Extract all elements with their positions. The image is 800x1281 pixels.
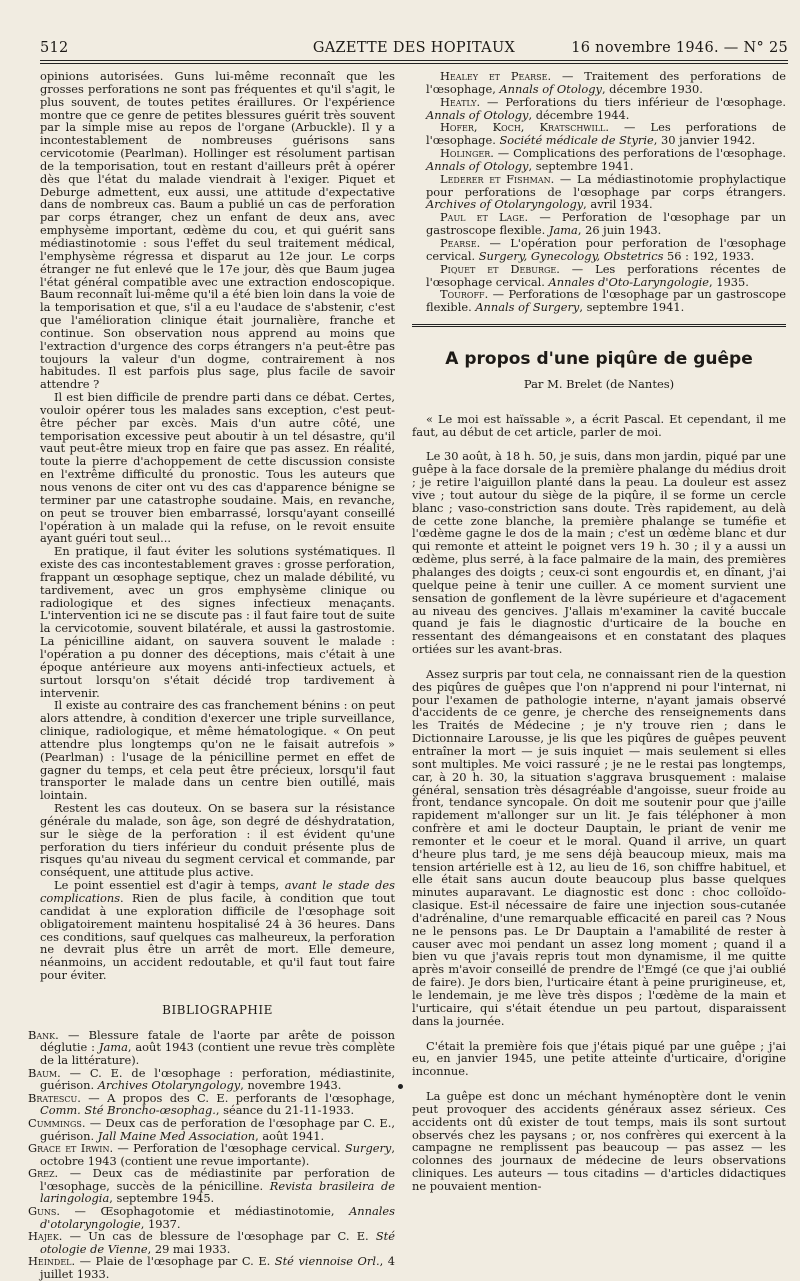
reference-journal: Jama bbox=[548, 223, 578, 238]
journal-title: GAZETTE DES HOPITAUX bbox=[312, 40, 516, 56]
reference-journal: Annales d'otolaryngologie bbox=[40, 1204, 395, 1231]
reference-journal: Sté otologie de Vienne bbox=[40, 1229, 395, 1256]
reference-journal: Archives of Otolaryngology bbox=[426, 197, 584, 212]
text-run: . Rien de plus facile, à condition que tout candidat à une exploration difficile de l'œsophage soit obligatoirement maintenu hospitalisé 24 à 36 heures. Dans ces conditions, sauf quelques cas malheureux, la perforation ne devrait plus être un arrêt de mort. Elle demeure, néanmoins, un accident redoutable, et qu'il faut tout faire pour éviter. bbox=[40, 891, 395, 983]
reference-entry bbox=[412, 70, 786, 96]
reference-journal: Annals of Otology bbox=[426, 107, 529, 122]
right-column bbox=[412, 70, 786, 1193]
reference-text: — Les perforations de l'œsophage. bbox=[426, 120, 786, 148]
reference-details: , 4 juillet 1933. bbox=[40, 1254, 395, 1281]
reference-entry bbox=[412, 147, 786, 173]
reference-author: Guns. bbox=[28, 1204, 60, 1219]
paragraph bbox=[40, 879, 395, 982]
reference-author: Bratescu. bbox=[28, 1090, 81, 1105]
reference-journal: Jama bbox=[98, 1040, 128, 1055]
reference-entry bbox=[412, 96, 786, 122]
paragraph: « Le moi est haïssable », a écrit Pascal. Et cependant, il me faut, au début de cet article, parler de moi. bbox=[412, 411, 786, 439]
reference-author: Pearse. bbox=[440, 235, 481, 250]
reference-entry bbox=[412, 237, 786, 263]
reference-journal: Annales d'Oto-Laryngologie bbox=[548, 274, 709, 289]
reference-author: Baum. bbox=[28, 1065, 61, 1080]
reference-author: Holinger. bbox=[440, 146, 494, 161]
reference-text: — Œsophagotomie et médiastinotomie, bbox=[59, 1204, 350, 1219]
reference-details: , novembre 1943. bbox=[240, 1078, 342, 1093]
reference-text: — Deux cas de médiastinite par perforation de l'œsophage, succès de la pénicilline. bbox=[40, 1166, 395, 1193]
reference-details: , séance du 21-11-1933. bbox=[215, 1103, 355, 1118]
reference-author: Grez. bbox=[28, 1166, 59, 1181]
header-rule-thin bbox=[40, 63, 788, 64]
reference-entry bbox=[28, 1229, 395, 1256]
reference-details: 56 : 192, 1933. bbox=[663, 248, 755, 263]
reference-author: Grace et Irwin. bbox=[28, 1141, 114, 1156]
reference-entry bbox=[412, 288, 786, 314]
reference-details: , 26 juin 1943. bbox=[577, 223, 662, 238]
ornament-dot bbox=[398, 1084, 403, 1089]
reference-details: , septembre 1945. bbox=[109, 1191, 215, 1206]
reference-details: , 29 mai 1933. bbox=[147, 1241, 231, 1256]
page-number: 512 bbox=[40, 40, 69, 56]
reference-entry bbox=[28, 1115, 395, 1143]
reference-text: — Deux cas de perforation de l'œsophage par C. E., guérison. bbox=[40, 1115, 395, 1143]
issue-date: 16 novembre 1946. — N° 25 bbox=[571, 40, 788, 56]
reference-entry bbox=[412, 173, 786, 212]
reference-journal: Archives Otolaryngology bbox=[97, 1078, 241, 1093]
header-rule bbox=[40, 60, 788, 61]
paragraph: C'était la première fois que j'étais piqué par une guêpe ; j'ai eu, en janvier 1945, une petite atteinte d'urticaire, d'origine inconnue. bbox=[412, 1038, 786, 1079]
reference-journal: Comm. Sté Broncho-œsophag. bbox=[40, 1103, 216, 1118]
reference-journal: Société médicale de Styrie bbox=[499, 133, 654, 148]
reference-text: — Complications des perforations de l'œsophage. bbox=[493, 146, 786, 161]
reference-author: Heindel. bbox=[28, 1254, 76, 1269]
reference-entry bbox=[412, 121, 786, 147]
reference-text: — Blessure fatale de l'aorte par arête de poisson déglutie : bbox=[40, 1027, 395, 1055]
reference-journal: Revista brasileira de laringologia bbox=[40, 1178, 395, 1206]
reference-author: Hajek. bbox=[28, 1229, 63, 1244]
reference-details: , 1937. bbox=[140, 1216, 181, 1231]
reference-author: Piquet et Deburge. bbox=[440, 261, 560, 276]
reference-text: — Traitement des perforations de l'œsophage, bbox=[426, 69, 786, 96]
reference-author: Hofer, Koch, Kratschwill. bbox=[440, 120, 609, 135]
text-run: Le point essentiel est d'agir à temps, bbox=[54, 878, 285, 893]
reference-text: — Perforations du tiers inférieur de l'œsophage. bbox=[480, 94, 786, 109]
reference-journal: Annals of Otology bbox=[499, 81, 602, 96]
reference-text: — A propos des C. E. perforants de l'œsophage, bbox=[80, 1090, 395, 1105]
reference-entry bbox=[28, 1090, 395, 1118]
bibliography-continued bbox=[412, 70, 786, 314]
reference-text: — Perforation de l'œsophage par un gastroscope flexible. bbox=[426, 210, 786, 238]
paragraph: Il est bien difficile de prendre parti dans ce débat. Certes, vouloir opérer tous les malades sans exception, c'est peut-être pécher par excès. Mais d'un autre côté, une temporisation excessive peut aboutir à un tel désastre, qu'il vaut peut-être mieux trop en faire que pas assez. En réalité, toute la pierre d'achoppement de cette discussion consiste en l'extrême difficulté du pronostic. Tous les auteurs que nous venons de citer ont vu des cas d'apparence bénigne se terminer par une catastrophe soudaine. Mais, en revanche, on peut se trouver bien embarrassé, lorsqu'ayant conseillé l'opération à un malade qui la refuse, on le revoit ensuite ayant guéri tout seul... bbox=[40, 390, 395, 546]
reference-details: , septembre 1941. bbox=[528, 158, 634, 173]
reference-details: , décembre 1944. bbox=[528, 107, 630, 122]
reference-details: , décembre 1930. bbox=[601, 81, 703, 96]
reference-author: Lederer et Fishman. bbox=[440, 171, 555, 186]
reference-details: , 1935. bbox=[709, 274, 749, 289]
reference-author: Paul et Lage. bbox=[440, 210, 529, 225]
reference-entry bbox=[28, 1254, 395, 1281]
paragraph: Il existe au contraire des cas franchement bénins : on peut alors attendre, à condition d'exercer une triple surveillance, clinique, radiologique, et même hématologique. « On peut attendre plus longtemps qu'on ne le faisait autrefois » (Pearlman) : l'usage de la pénicilline permet en effet de gagner du temps, et cela peut être précieux, lorsqu'il faut transporter le malade dans un centre bien outillé, mais lointain. bbox=[40, 698, 395, 803]
article-byline: Par M. Brelet (de Nantes) bbox=[523, 376, 675, 391]
reference-entry bbox=[28, 1204, 395, 1231]
bibliography-list bbox=[28, 1027, 395, 1281]
reference-author: Bank. bbox=[28, 1027, 59, 1042]
emphasis: avant le stade des complications bbox=[40, 878, 395, 905]
article-separator bbox=[412, 324, 786, 327]
reference-text: — La médiastinotomie prophylactique pour perforations de l'œsophage par corps étrangers. bbox=[426, 171, 786, 199]
reference-journal: Annals of Otology bbox=[426, 158, 529, 173]
reference-details: , août 1943 (contient une revue très complète de la littérature). bbox=[40, 1040, 395, 1067]
left-column bbox=[28, 69, 395, 1281]
reference-details: , août 1941. bbox=[255, 1128, 325, 1143]
reference-entry bbox=[28, 1065, 395, 1093]
reference-author: Heatly. bbox=[440, 94, 481, 109]
reference-text: — Perforation de l'œsophage cervical. bbox=[113, 1141, 345, 1156]
reference-journal: Jall Maine Med Association bbox=[97, 1128, 256, 1143]
reference-details: , 30 janvier 1942. bbox=[653, 133, 756, 148]
reference-details: , octobre 1943 (contient une revue importante). bbox=[40, 1141, 395, 1168]
paragraph: En pratique, il faut éviter les solutions systématiques. Il existe des cas incontestablement graves : grosse perforation, frappant un œsophage septique, chez un malade débilité, vu tardivement, avec un gros emphysème clinique ou radiologique et des signes infectieux menaçants. L'intervention ici ne se discute pas : il faut faire tout de suite la cervicotomie, souvent bilatérale, et aussi la gastrostomie. La pénicilline aidant, on sauvera souvent le malade : l'opération a pu donner des déceptions, mais c'était à une époque antérieure aux moyens anti-infectieux actuels, et surtout lorsqu'on s'était décidé trop tardivement à intervenir. bbox=[40, 544, 395, 700]
reference-entry bbox=[28, 1027, 395, 1067]
reference-journal: Surgery bbox=[344, 1141, 392, 1156]
bibliography-heading: BIBLIOGRAPHIE bbox=[162, 1002, 273, 1017]
reference-journal: Surgery, Gynecology, Obstetrics bbox=[478, 248, 664, 263]
reference-journal: Sté viennoise Orl. bbox=[274, 1254, 380, 1269]
reference-text: — Plaie de l'œsophage par C. E. bbox=[75, 1254, 275, 1269]
article-title: A propos d'une piqûre de guêpe bbox=[445, 349, 753, 370]
reference-details: , avril 1934. bbox=[583, 197, 653, 212]
reference-author: Cummings. bbox=[28, 1115, 86, 1130]
paragraph: opinions autorisées. Guns lui-même reconnaît que les grosses perforations ne sont pas fréquentes et qu'il s'agit, le plus souvent, de toutes petites éraillures. Or l'expérience montre que ce genre de petites blessures guérit très souvent par la simple mise au repos de l'organe (Arbuckle). Il y a incontestablement de nombreuses guérisons sans cervicotomie (Pearlman). Hollinger est résolument partisan de la temporisation, tout en restant d'ailleurs prêt à opérer dès que l'état du malade viendrait à l'exiger. Piquet et Deburge admettent, eux aussi, une attitude d'expectative dans de nombreux cas. Baum a publié un cas de perforation par corps étranger, chez un enfant de deux ans, avec emphysème important, œdème du cou, et qui guérit sans médiastinotomie : sous l'effet du seul traitement médical, l'emphysème régressa et disparut au 12e jour. Le corps étranger ne fut enlevé que le 17e jour, dès que Baum jugea l'état général compatible avec une extraction endoscopique. Baum reconnaît lui-même qu'il a été bien loin dans la voie de la temporisation et que, s'il a eu l'audace de s'abstenir, c'est que l'amélioration clinique était journalière, franche et continue. Son observation nous apprend au moins que l'extraction d'urgence des corps étrangers n'a peut-être pas toujours la valeur d'un dogme, contrairement à nos habitudes. Il est parfois plus sage, plus facile de savoir attendre ? bbox=[40, 69, 395, 392]
paragraph: Le 30 août, à 18 h. 50, je suis, dans mon jardin, piqué par une guêpe à la face dorsale de la première phalange du médius droit ; je retire l'aiguillon planté dans la peau. La douleur est assez vive ; tout autour du siège de la piqûre, il se forme un cercle blanc ; vaso-constriction sans doute. Très rapidement, au delà de cette zone blanche, la première phalange se tuméfie et l'œdème gagne le dos de la main ; c'est un œdème blanc et dur qui remonte et atteint le poignet vers 19 h. 30 ; il y a aussi un œdème, plus serré, à la face palmaire de la main, des premières phalanges des doigts ; ceux-ci sont engourdis et, en dînant, j'ai quelque peine à tenir une cuiller. A ce moment survient une sensation de gonflement de la lèvre supérieure et d'agacement au niveau des gencives. J'allais m'examiner la cavité buccale quand je fais le diagnostic d'urticaire de la bouche en ressentant des démangeaisons et en constatant des plaques ortiées sur les avant-bras. bbox=[412, 449, 786, 657]
reference-text: — Un cas de blessure de l'œsophage par C. E. bbox=[62, 1229, 376, 1244]
reference-author: Touroff. bbox=[440, 287, 489, 302]
paragraph: Restent les cas douteux. On se basera sur la résistance générale du malade, son âge, son degré de déshydratation, sur le siège de la perforation : il est évident qu'une perforation du tiers inférieur du conduit présente plus de risques qu'au niveau du segment cervical et commande, par conséquent, une attitude plus active. bbox=[40, 801, 395, 880]
reference-text: — Perforations de l'œsophage par un gastroscope flexible. bbox=[426, 287, 786, 315]
paragraph: La guêpe est donc un méchant hyménoptère dont le venin peut provoquer des accidents généraux assez sérieux. Ces accidents ont dû exister de tout temps, mais ils sont surtout observés chez les paysans ; or, nos confrères qui exercent à la campagne ne remplissent pas beaucoup — pas assez — les colonnes des journaux de médecine de leurs observations cliniques. Les auteurs — tous citadins — d'articles didactiques ne pouvaient mention- bbox=[412, 1089, 786, 1193]
reference-entry bbox=[28, 1166, 395, 1206]
reference-details: , septembre 1941. bbox=[579, 300, 685, 315]
reference-entry bbox=[412, 211, 786, 237]
reference-journal: Annals of Surgery bbox=[475, 300, 580, 315]
reference-author: Healey et Pearse. bbox=[440, 69, 552, 83]
reference-text: — C. E. de l'œsophage : perforation, médiastinite, guérison. bbox=[40, 1065, 395, 1093]
paragraph: Assez surpris par tout cela, ne connaissant rien de la question des piqûres de guêpes que l'on n'apprend ni pour l'internat, ni pour l'examen de pathologie interne, n'ayant jamais observé d'accidents de ce genre, je cherche des renseignements dans les Traités de Médecine ; je n'y trouve rien ; dans le Dictionnaire Larousse, je lis que les piqûres de guêpes peuvent entraîner la mort — je suis inquiet — mais seulement si elles sont multiples. Me voici rassuré ; je ne le restai pas longtemps, car, à 20 h. 30, la situation s'aggrava brusquement : malaise général, sensation très désagréable d'angoisse, sueur froide au front, tendance syncopale. On doit me soutenir pour que j'aille rapidement m'allonger sur un lit. Je fais téléphoner à mon confrère et ami le docteur Dauptain, le priant de venir me remonter et le coeur et le moral. Quand il arrive, un quart d'heure plus tard, je me sens déjà beaucoup mieux, mais ma tension artérielle est à 12, au lieu de 16, son chiffre habituel, et elle était sans aucun doute beaucoup plus basse quelques minutes auparavant. Le diagnostic est donc : choc colloïdo-clasique. Est-il nécessaire de faire une injection sous-cutanée d'adrénaline, d'une remarquable efficacité en pareil cas ? Nous ne le pensons pas. Le Dr Dauptain a l'amabilité de rester à causer avec moi pendant un assez long moment ; quand il a bien vu que j'avais repris tout mon dynamisme, il me quitte après m'avoir conseillé de prendre de l'Emgé (ce que j'ai oublié de faire). Je dors bien, l'urticaire étant à peine prurigineuse, et, le lendemain, je me lève très dispos ; l'œdème de la main et l'urticaire, qui s'était étendue un peu partout, disparaissent dans la journée. bbox=[412, 666, 786, 1028]
reference-text: — L'opération pour perforation de l'œsophage cervical. bbox=[426, 235, 786, 263]
reference-text: — Les perforations récentes de l'œsophage cervical. bbox=[426, 261, 787, 289]
reference-entry bbox=[28, 1141, 395, 1168]
reference-entry bbox=[412, 263, 786, 289]
